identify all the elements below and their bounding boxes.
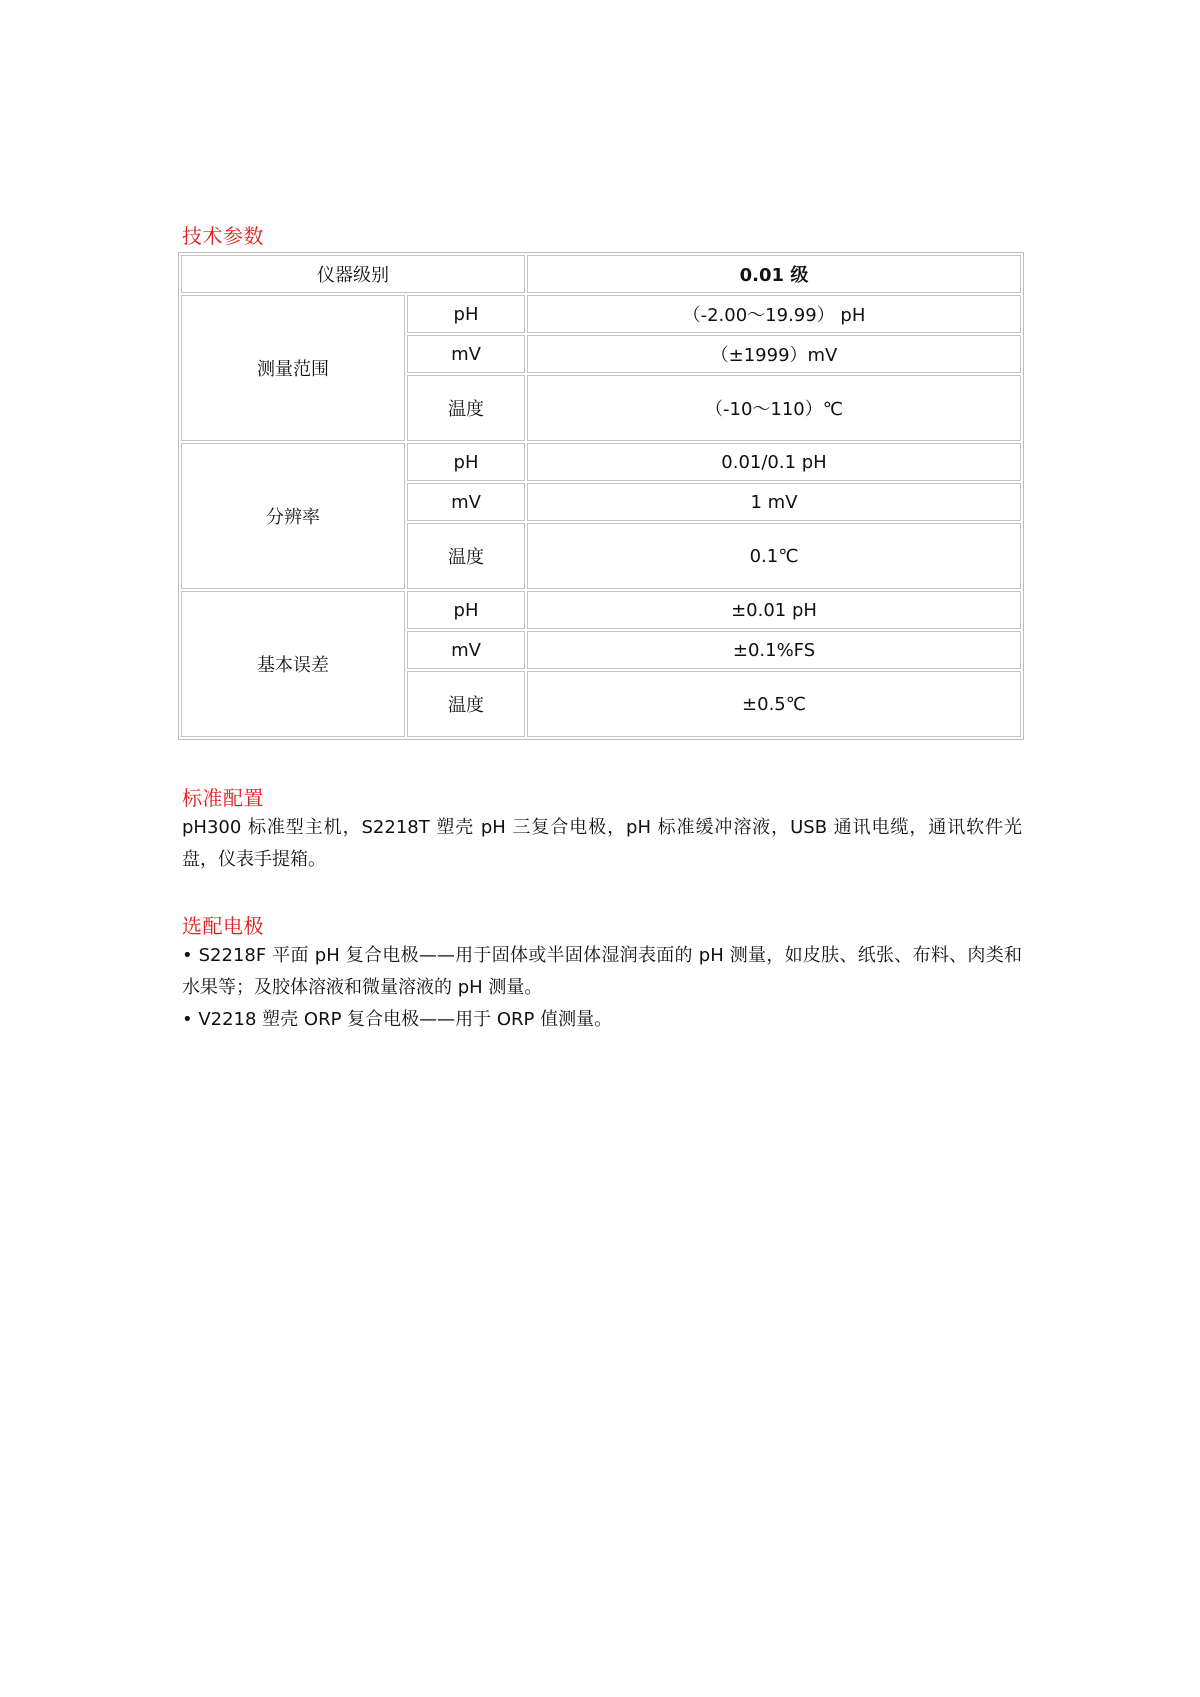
group-label: 分辨率 (181, 443, 405, 589)
value-cell: ±0.5℃ (527, 671, 1021, 737)
group-label: 测量范围 (181, 295, 405, 441)
param-cell: 温度 (407, 375, 525, 441)
param-cell: 温度 (407, 671, 525, 737)
table-header-row (181, 255, 1021, 293)
value-cell: （-10～110）℃ (527, 375, 1021, 441)
table-row (181, 295, 1021, 333)
value-cell: ±0.1%FS (527, 631, 1021, 669)
value-cell: 0.01/0.1 pH (527, 443, 1021, 481)
table-row (181, 591, 1021, 629)
table-row (181, 443, 1021, 481)
value-cell: 0.1℃ (527, 523, 1021, 589)
optional-electrode-item-2: • V2218 塑壳 ORP 复合电极——用于 ORP 值测量。 (182, 1009, 613, 1030)
param-cell: mV (407, 631, 525, 669)
standard-config-text: pH300 标准型主机，S2218T 塑壳 pH 三复合电极，pH 标准缓冲溶液，USB 通讯电缆，通讯软件光盘，仪表手提箱。 (182, 817, 1022, 870)
param-cell: pH (407, 591, 525, 629)
param-cell: pH (407, 295, 525, 333)
param-cell: 温度 (407, 523, 525, 589)
param-cell: mV (407, 335, 525, 373)
value-cell: ±0.01 pH (527, 591, 1021, 629)
value-cell: 1 mV (527, 483, 1021, 521)
param-cell: pH (407, 443, 525, 481)
header-label: 仪器级别 (181, 255, 525, 293)
value-cell: （-2.00～19.99） pH (527, 295, 1021, 333)
optional-electrode-item-1: • S2218F 平面 pH 复合电极——用于固体或半固体湿润表面的 pH 测量，如皮肤、纸张、布料、肉类和水果等；及胶体溶液和微量溶液的 pH 测量。 (182, 945, 1022, 998)
section-title-optional-electrodes: 选配电极 (182, 914, 264, 938)
param-cell: mV (407, 483, 525, 521)
value-cell: （±1999）mV (527, 335, 1021, 373)
section-title-tech-params: 技术参数 (182, 224, 264, 248)
group-label: 基本误差 (181, 591, 405, 737)
spec-table (178, 252, 1024, 740)
header-value: 0.01 级 (527, 255, 1021, 293)
section-title-standard-config: 标准配置 (182, 786, 264, 810)
